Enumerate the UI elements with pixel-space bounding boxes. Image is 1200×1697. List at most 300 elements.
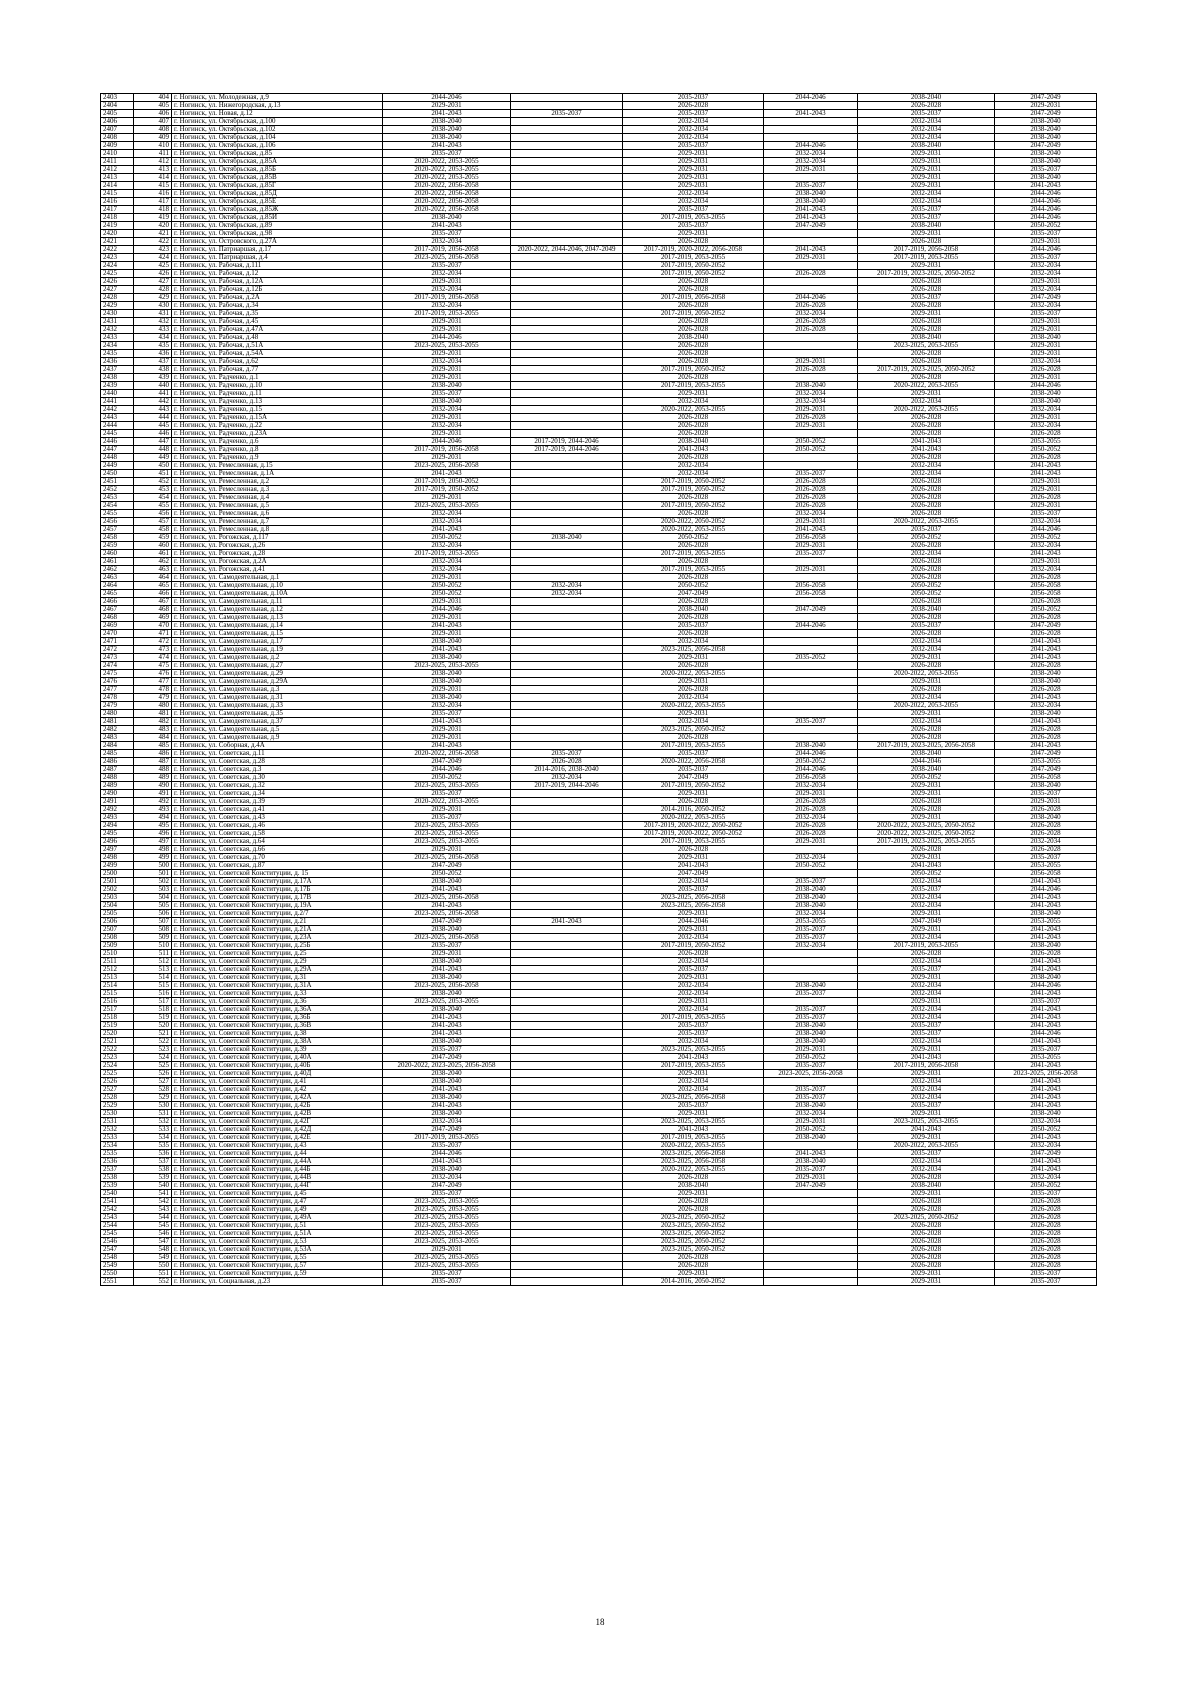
term-3-cell: 2050-2052 [623, 534, 764, 542]
row-index-cell: 2459 [101, 542, 134, 550]
term-1-cell: 2023-2025, 2053-2055 [383, 1214, 511, 1222]
term-4-cell: 2026-2028 [764, 502, 858, 510]
term-4-cell: 2038-2040 [764, 382, 858, 390]
term-5-cell: 2026-2028 [858, 502, 995, 510]
term-4-cell [764, 998, 858, 1006]
term-5-cell: 2035-2037 [858, 1150, 995, 1158]
term-3-cell: 2026-2028 [623, 326, 764, 334]
term-1-cell: 2047-2049 [383, 1126, 511, 1134]
table-row [101, 1030, 1097, 1038]
item-number-cell: 469 [134, 614, 172, 622]
item-number-cell: 482 [134, 718, 172, 726]
term-4-cell: 2032-2034 [764, 942, 858, 950]
term-5-cell: 2029-2031 [858, 1190, 995, 1198]
term-1-cell: 2020-2022, 2053-2055 [383, 798, 511, 806]
table-row [101, 1086, 1097, 1094]
term-5-cell: 2050-2052 [858, 582, 995, 590]
table-row [101, 614, 1097, 622]
address-cell: г. Ногинск, ул. Советской Конституции, д.59 [172, 1270, 383, 1278]
term-5-cell: 2029-2031 [858, 158, 995, 166]
table-row [101, 1110, 1097, 1118]
term-4-cell: 2050-2052 [764, 446, 858, 454]
term-4-cell: 2035-2037 [764, 470, 858, 478]
term-6-cell: 2041-2043 [995, 878, 1097, 886]
term-1-cell: 2038-2040 [383, 654, 511, 662]
term-3-cell: 2035-2037 [623, 110, 764, 118]
term-4-cell [764, 646, 858, 654]
item-number-cell: 475 [134, 662, 172, 670]
term-3-cell: 2029-2031 [623, 174, 764, 182]
address-cell: г. Ногинск, ул. Рабочая, д.12А [172, 278, 383, 286]
address-cell: г. Ногинск, ул. Радченко, д.10 [172, 382, 383, 390]
table-row [101, 1254, 1097, 1262]
table-row [101, 238, 1097, 246]
term-1-cell: 2035-2037 [383, 942, 511, 950]
term-5-cell: 2026-2028 [858, 422, 995, 430]
term-6-cell: 2029-2031 [995, 318, 1097, 326]
term-5-cell: 2029-2031 [858, 814, 995, 822]
table-row [101, 1062, 1097, 1070]
term-2-cell [511, 1206, 623, 1214]
item-number-cell: 505 [134, 902, 172, 910]
item-number-cell: 457 [134, 518, 172, 526]
term-1-cell: 2041-2043 [383, 966, 511, 974]
row-index-cell: 2427 [101, 286, 134, 294]
address-cell: г. Ногинск, ул. Октябрьская, д.98 [172, 230, 383, 238]
address-cell: г. Ногинск, ул. Советской Конституции, д.42Б [172, 1102, 383, 1110]
row-index-cell: 2517 [101, 1006, 134, 1014]
term-4-cell: 2038-2040 [764, 1022, 858, 1030]
term-1-cell: 2041-2043 [383, 1102, 511, 1110]
term-2-cell [511, 654, 623, 662]
term-2-cell: 2020-2022, 2044-2046, 2047-2049 [511, 246, 623, 254]
term-4-cell [764, 334, 858, 342]
table-row [101, 630, 1097, 638]
term-2-cell [511, 694, 623, 702]
item-number-cell: 428 [134, 286, 172, 294]
term-5-cell: 2029-2031 [858, 998, 995, 1006]
term-6-cell: 2035-2037 [995, 166, 1097, 174]
term-1-cell: 2029-2031 [383, 278, 511, 286]
term-1-cell: 2041-2043 [383, 718, 511, 726]
address-cell: г. Ногинск, ул. Патриаршая, д.4 [172, 254, 383, 262]
term-2-cell [511, 118, 623, 126]
term-5-cell: 2026-2028 [858, 350, 995, 358]
term-3-cell: 2038-2040 [623, 334, 764, 342]
term-5-cell: 2026-2028 [858, 558, 995, 566]
table-row [101, 798, 1097, 806]
table-row [101, 726, 1097, 734]
table-row [101, 782, 1097, 790]
term-3-cell: 2044-2046 [623, 918, 764, 926]
term-6-cell: 2026-2028 [995, 662, 1097, 670]
term-5-cell: 2017-2019, 2023-2025, 2053-2055 [858, 838, 995, 846]
term-5-cell: 2026-2028 [858, 1174, 995, 1182]
table-row [101, 846, 1097, 854]
table-row [101, 734, 1097, 742]
address-cell: г. Ногинск, ул. Ремесленная, д.1А [172, 470, 383, 478]
row-index-cell: 2531 [101, 1118, 134, 1126]
address-cell: г. Ногинск, ул. Рабочая, д.54А [172, 350, 383, 358]
term-1-cell: 2023-2025, 2056-2058 [383, 982, 511, 990]
address-cell: г. Ногинск, ул. Радченко, д.15 [172, 406, 383, 414]
term-4-cell: 2044-2046 [764, 294, 858, 302]
item-number-cell: 497 [134, 838, 172, 846]
table-row [101, 1222, 1097, 1230]
term-6-cell: 2029-2031 [995, 486, 1097, 494]
term-2-cell [511, 670, 623, 678]
term-2-cell [511, 214, 623, 222]
row-index-cell: 2510 [101, 950, 134, 958]
term-6-cell: 2026-2028 [995, 830, 1097, 838]
term-6-cell: 2047-2049 [995, 142, 1097, 150]
item-number-cell: 478 [134, 686, 172, 694]
item-number-cell: 546 [134, 1230, 172, 1238]
term-5-cell: 2026-2028 [858, 566, 995, 574]
term-1-cell: 2017-2019, 2056-2058 [383, 246, 511, 254]
term-3-cell: 2047-2049 [623, 774, 764, 782]
address-cell: г. Ногинск, ул. Октябрьская, д.89 [172, 222, 383, 230]
term-2-cell [511, 1150, 623, 1158]
address-cell: г. Ногинск, ул. Советской Конституции, д.44 [172, 1150, 383, 1158]
table-row [101, 174, 1097, 182]
row-index-cell: 2534 [101, 1142, 134, 1150]
term-4-cell: 2038-2040 [764, 894, 858, 902]
term-3-cell: 2026-2028 [623, 342, 764, 350]
term-5-cell: 2044-2046 [858, 758, 995, 766]
term-1-cell: 2047-2049 [383, 758, 511, 766]
table-row [101, 334, 1097, 342]
term-4-cell: 2032-2034 [764, 150, 858, 158]
term-5-cell: 2032-2034 [858, 134, 995, 142]
address-cell: г. Ногинск, ул. Советской Конституции, д.55 [172, 1254, 383, 1262]
row-index-cell: 2467 [101, 606, 134, 614]
term-1-cell: 2032-2034 [383, 270, 511, 278]
term-2-cell [511, 846, 623, 854]
item-number-cell: 516 [134, 990, 172, 998]
term-2-cell [511, 182, 623, 190]
term-1-cell: 2023-2025, 2056-2058 [383, 910, 511, 918]
term-2-cell [511, 342, 623, 350]
term-6-cell: 2032-2034 [995, 422, 1097, 430]
term-2-cell [511, 1134, 623, 1142]
row-index-cell: 2414 [101, 182, 134, 190]
term-3-cell: 2047-2049 [623, 870, 764, 878]
row-index-cell: 2493 [101, 814, 134, 822]
item-number-cell: 454 [134, 494, 172, 502]
term-2-cell [511, 150, 623, 158]
term-5-cell: 2029-2031 [858, 390, 995, 398]
row-index-cell: 2516 [101, 998, 134, 1006]
term-5-cell: 2038-2040 [858, 750, 995, 758]
term-6-cell: 2035-2037 [995, 854, 1097, 862]
table-row [101, 166, 1097, 174]
term-6-cell: 2038-2040 [995, 398, 1097, 406]
item-number-cell: 439 [134, 374, 172, 382]
term-1-cell: 2038-2040 [383, 126, 511, 134]
term-1-cell: 2020-2022, 2056-2058 [383, 206, 511, 214]
term-1-cell: 2023-2025, 2056-2058 [383, 462, 511, 470]
term-1-cell: 2023-2025, 2056-2058 [383, 254, 511, 262]
term-2-cell [511, 1094, 623, 1102]
term-1-cell: 2020-2022, 2056-2058 [383, 198, 511, 206]
term-1-cell: 2038-2040 [383, 118, 511, 126]
term-3-cell: 2032-2034 [623, 470, 764, 478]
item-number-cell: 540 [134, 1182, 172, 1190]
term-1-cell: 2038-2040 [383, 958, 511, 966]
term-6-cell: 2038-2040 [995, 174, 1097, 182]
term-3-cell: 2029-2031 [623, 678, 764, 686]
term-4-cell [764, 262, 858, 270]
term-1-cell: 2023-2025, 2053-2055 [383, 342, 511, 350]
term-2-cell: 2017-2019, 2044-2046 [511, 438, 623, 446]
address-cell: г. Ногинск, ул. Октябрьская, д.85Е [172, 198, 383, 206]
table-row [101, 518, 1097, 526]
address-cell: г. Ногинск, ул. Самодеятельная, д.33 [172, 702, 383, 710]
term-3-cell: 2032-2034 [623, 982, 764, 990]
address-cell: г. Ногинск, ул. Советская, д.39 [172, 798, 383, 806]
row-index-cell: 2439 [101, 382, 134, 390]
address-cell: г. Ногинск, ул. Советской Конституции, д.42Д [172, 1126, 383, 1134]
term-4-cell [764, 126, 858, 134]
table-row [101, 646, 1097, 654]
term-1-cell: 2038-2040 [383, 1110, 511, 1118]
term-4-cell [764, 350, 858, 358]
address-cell: г. Ногинск, ул. Советская, д.70 [172, 854, 383, 862]
term-6-cell: 2029-2031 [995, 478, 1097, 486]
term-6-cell: 2041-2043 [995, 1166, 1097, 1174]
term-2-cell [511, 1198, 623, 1206]
term-1-cell: 2017-2019, 2056-2058 [383, 294, 511, 302]
term-4-cell [764, 286, 858, 294]
table-row [101, 998, 1097, 1006]
item-number-cell: 483 [134, 726, 172, 734]
term-3-cell: 2032-2034 [623, 1078, 764, 1086]
term-2-cell [511, 542, 623, 550]
term-4-cell [764, 974, 858, 982]
term-1-cell: 2038-2040 [383, 878, 511, 886]
item-number-cell: 421 [134, 230, 172, 238]
term-5-cell: 2026-2028 [858, 806, 995, 814]
term-4-cell [764, 1222, 858, 1230]
table-row [101, 1246, 1097, 1254]
item-number-cell: 430 [134, 302, 172, 310]
row-index-cell: 2490 [101, 790, 134, 798]
item-number-cell: 415 [134, 182, 172, 190]
table-row [101, 1166, 1097, 1174]
row-index-cell: 2415 [101, 190, 134, 198]
term-2-cell [511, 1238, 623, 1246]
term-3-cell: 2032-2034 [623, 1038, 764, 1046]
term-4-cell: 2050-2052 [764, 438, 858, 446]
term-1-cell: 2020-2022, 2056-2058 [383, 190, 511, 198]
term-3-cell: 2035-2037 [623, 142, 764, 150]
term-1-cell: 2029-2031 [383, 734, 511, 742]
address-cell: г. Ногинск, ул. Советской Конституции, д.44Б [172, 1166, 383, 1174]
term-5-cell: 2026-2028 [858, 318, 995, 326]
term-6-cell: 2038-2040 [995, 1110, 1097, 1118]
table-row [101, 1014, 1097, 1022]
term-5-cell: 2023-2025, 2050-2052 [858, 1214, 995, 1222]
term-1-cell: 2029-2031 [383, 318, 511, 326]
term-2-cell [511, 374, 623, 382]
term-5-cell: 2035-2037 [858, 110, 995, 118]
term-6-cell: 2041-2043 [995, 1022, 1097, 1030]
term-3-cell: 2032-2034 [623, 134, 764, 142]
term-3-cell: 2032-2034 [623, 934, 764, 942]
row-index-cell: 2471 [101, 638, 134, 646]
term-3-cell: 2026-2028 [623, 102, 764, 110]
term-5-cell: 2047-2049 [858, 918, 995, 926]
table-row [101, 990, 1097, 998]
address-cell: г. Ногинск, ул. Советской Конституции, д.44Г [172, 1182, 383, 1190]
term-3-cell: 2026-2028 [623, 1262, 764, 1270]
term-6-cell: 2041-2043 [995, 646, 1097, 654]
term-6-cell: 2026-2028 [995, 614, 1097, 622]
row-index-cell: 2501 [101, 878, 134, 886]
term-3-cell: 2023-2025, 2056-2058 [623, 1158, 764, 1166]
term-1-cell: 2032-2034 [383, 542, 511, 550]
row-index-cell: 2411 [101, 158, 134, 166]
term-6-cell: 2029-2031 [995, 558, 1097, 566]
term-3-cell: 2026-2028 [623, 542, 764, 550]
term-1-cell: 2035-2037 [383, 814, 511, 822]
term-6-cell: 2026-2028 [995, 1198, 1097, 1206]
term-3-cell: 2035-2037 [623, 1030, 764, 1038]
item-number-cell: 424 [134, 254, 172, 262]
address-cell: г. Ногинск, ул. Октябрьская, д.85 [172, 150, 383, 158]
address-cell: г. Ногинск, ул. Октябрьская, д.106 [172, 142, 383, 150]
term-5-cell: 2029-2031 [858, 1110, 995, 1118]
term-2-cell [511, 134, 623, 142]
term-3-cell: 2029-2031 [623, 150, 764, 158]
term-2-cell [511, 870, 623, 878]
table-row [101, 1006, 1097, 1014]
address-cell: г. Ногинск, ул. Советская, д.41 [172, 806, 383, 814]
address-cell: г. Ногинск, ул. Советской Конституции, д.42Е [172, 1134, 383, 1142]
term-1-cell: 2038-2040 [383, 990, 511, 998]
term-2-cell [511, 1270, 623, 1278]
row-index-cell: 2544 [101, 1222, 134, 1230]
address-cell: г. Ногинск, ул. Советской Конституции, д.39 [172, 1046, 383, 1054]
table-row [101, 862, 1097, 870]
term-1-cell: 2029-2031 [383, 614, 511, 622]
term-4-cell [764, 1270, 858, 1278]
table-row [101, 102, 1097, 110]
term-4-cell [764, 710, 858, 718]
item-number-cell: 520 [134, 1022, 172, 1030]
row-index-cell: 2407 [101, 126, 134, 134]
term-3-cell: 2026-2028 [623, 454, 764, 462]
term-2-cell [511, 926, 623, 934]
term-3-cell: 2026-2028 [623, 1198, 764, 1206]
term-1-cell: 2020-2022, 2056-2058 [383, 182, 511, 190]
item-number-cell: 409 [134, 134, 172, 142]
term-1-cell: 2041-2043 [383, 646, 511, 654]
term-5-cell: 2020-2022, 2053-2055 [858, 382, 995, 390]
term-6-cell: 2041-2043 [995, 550, 1097, 558]
term-1-cell: 2032-2034 [383, 566, 511, 574]
term-1-cell: 2023-2025, 2053-2055 [383, 998, 511, 1006]
term-4-cell [764, 966, 858, 974]
table-row [101, 902, 1097, 910]
term-5-cell: 2035-2037 [858, 886, 995, 894]
term-1-cell: 2041-2043 [383, 1030, 511, 1038]
item-number-cell: 485 [134, 742, 172, 750]
table-row [101, 1070, 1097, 1078]
item-number-cell: 549 [134, 1254, 172, 1262]
address-cell: г. Ногинск, ул. Рабочая, д.77 [172, 366, 383, 374]
term-2-cell [511, 390, 623, 398]
address-cell: г. Ногинск, ул. Ремесленная, д.6 [172, 510, 383, 518]
term-2-cell [511, 1182, 623, 1190]
table-row [101, 230, 1097, 238]
term-4-cell [764, 1214, 858, 1222]
table-row [101, 710, 1097, 718]
term-4-cell: 2044-2046 [764, 622, 858, 630]
row-index-cell: 2472 [101, 646, 134, 654]
item-number-cell: 495 [134, 822, 172, 830]
term-4-cell: 2041-2043 [764, 526, 858, 534]
item-number-cell: 479 [134, 694, 172, 702]
term-2-cell: 2017-2019, 2044-2046 [511, 782, 623, 790]
item-number-cell: 431 [134, 310, 172, 318]
term-5-cell: 2029-2031 [858, 782, 995, 790]
term-6-cell: 2032-2034 [995, 1142, 1097, 1150]
item-number-cell: 444 [134, 414, 172, 422]
term-6-cell: 2038-2040 [995, 710, 1097, 718]
term-5-cell: 2020-2022, 2053-2055 [858, 702, 995, 710]
row-index-cell: 2461 [101, 558, 134, 566]
term-3-cell: 2026-2028 [623, 614, 764, 622]
table-row [101, 1238, 1097, 1246]
term-2-cell [511, 1038, 623, 1046]
term-3-cell: 2026-2028 [623, 1254, 764, 1262]
term-5-cell: 2041-2043 [858, 1054, 995, 1062]
address-cell: г. Ногинск, ул. Советской Конституции, д.38А [172, 1038, 383, 1046]
term-6-cell: 2026-2028 [995, 1238, 1097, 1246]
term-2-cell [511, 1246, 623, 1254]
term-6-cell: 2032-2034 [995, 518, 1097, 526]
term-4-cell [764, 278, 858, 286]
table-row [101, 422, 1097, 430]
row-index-cell: 2540 [101, 1190, 134, 1198]
term-5-cell: 2026-2028 [858, 102, 995, 110]
term-5-cell: 2032-2034 [858, 198, 995, 206]
item-number-cell: 490 [134, 782, 172, 790]
item-number-cell: 524 [134, 1054, 172, 1062]
term-1-cell: 2029-2031 [383, 598, 511, 606]
term-1-cell: 2044-2046 [383, 1150, 511, 1158]
term-1-cell: 2035-2037 [383, 1190, 511, 1198]
row-index-cell: 2424 [101, 262, 134, 270]
address-cell: г. Ногинск, ул. Советской Конституции, д.40Д [172, 1070, 383, 1078]
row-index-cell: 2546 [101, 1238, 134, 1246]
term-1-cell: 2041-2043 [383, 222, 511, 230]
term-5-cell: 2026-2028 [858, 734, 995, 742]
term-5-cell: 2035-2037 [858, 622, 995, 630]
term-4-cell: 2029-2031 [764, 838, 858, 846]
table-row [101, 1278, 1097, 1286]
table-row [101, 478, 1097, 486]
term-5-cell: 2029-2031 [858, 1270, 995, 1278]
row-index-cell: 2511 [101, 958, 134, 966]
row-index-cell: 2469 [101, 622, 134, 630]
table-row [101, 390, 1097, 398]
term-1-cell: 2023-2025, 2053-2055 [383, 838, 511, 846]
address-cell: г. Ногинск, ул. Советской Конституции, д.38 [172, 1030, 383, 1038]
term-5-cell: 2029-2031 [858, 262, 995, 270]
